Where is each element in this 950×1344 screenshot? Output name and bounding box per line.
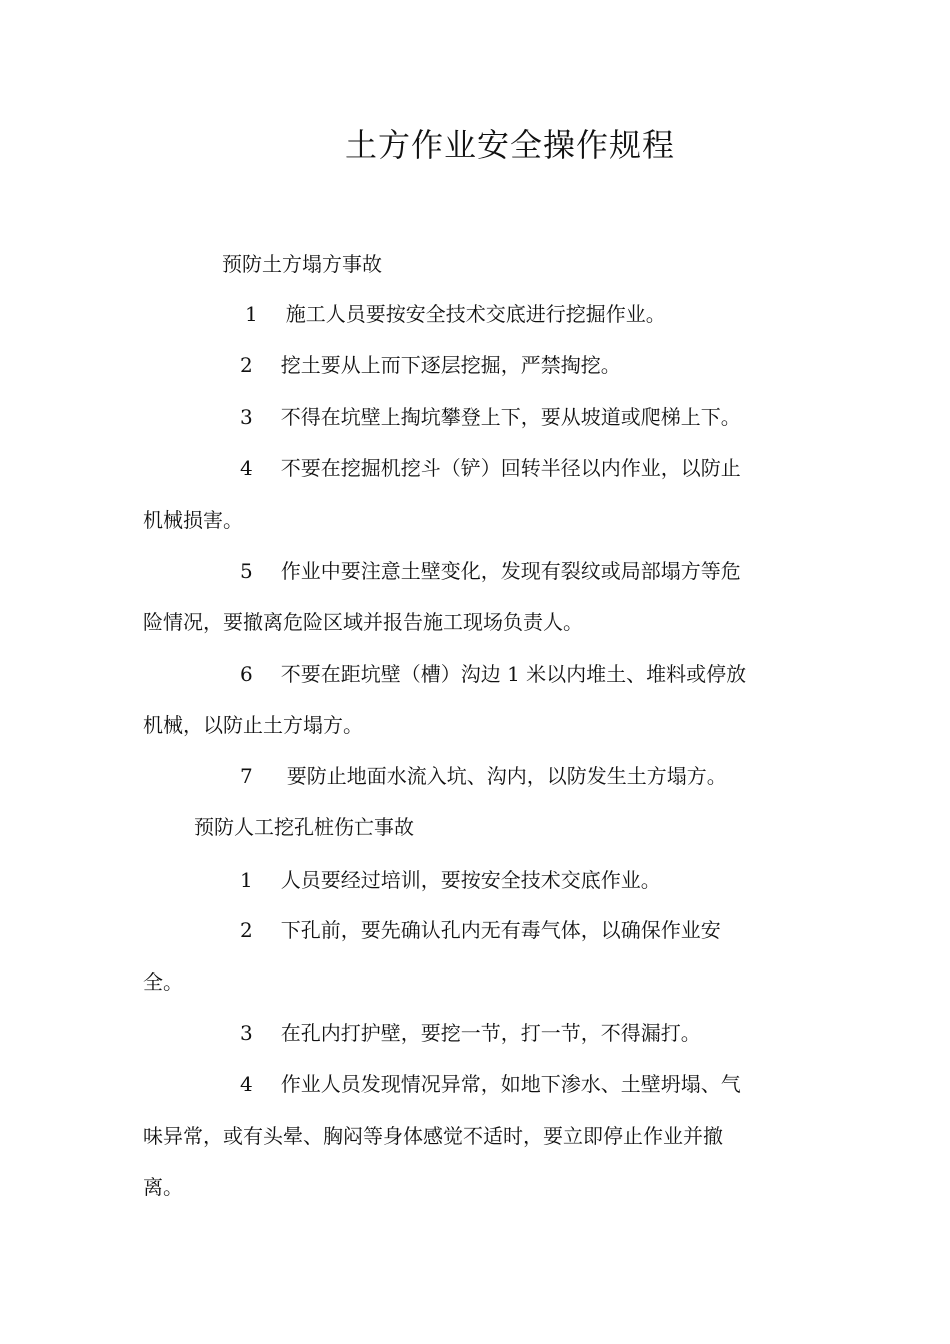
list-item: [240, 866, 661, 894]
item-text: 挖土要从上而下逐层挖掘，严禁掏挖。: [280, 353, 621, 377]
list-item: [240, 403, 741, 431]
item-number: 1: [240, 868, 253, 892]
list-item: [245, 300, 666, 328]
item-continuation: 全。: [143, 970, 183, 994]
list-item: [240, 454, 741, 482]
item-continuation: 险情况，要撤离危险区域并报告施工现场负责人。: [143, 610, 583, 634]
list-item: [240, 762, 727, 790]
list-item: [240, 557, 741, 585]
page-title: 土方作业安全操作规程: [344, 126, 675, 164]
item-number: 2: [240, 353, 253, 377]
item-number: 4: [240, 1072, 253, 1096]
item-continuation: 机械，以防止土方塌方。: [143, 713, 363, 737]
item-text: 不要在挖掘机挖斗（铲）回转半径以内作业，以防止: [280, 456, 741, 480]
item-text: 要防止地面水流入坑、沟内，以防发生土方塌方。: [286, 764, 727, 788]
item-text: 不得在坑壁上掏坑攀登上下，要从坡道或爬梯上下。: [280, 405, 741, 429]
item-text: 作业人员发现情况异常，如地下渗水、土壁坍塌、气: [280, 1072, 741, 1096]
list-item: [240, 1070, 741, 1098]
item-text: 施工人员要按安全技术交底进行挖掘作业。: [285, 302, 666, 326]
item-number: 4: [240, 456, 253, 480]
section-heading-collapse: 预防土方塌方事故: [222, 252, 382, 276]
item-number: 2: [240, 918, 253, 942]
item-text: 在孔内打护壁，要挖一节，打一节，不得漏打。: [280, 1021, 701, 1045]
item-text: 下孔前，要先确认孔内无有毒气体，以确保作业安: [280, 918, 721, 942]
item-number: 1: [245, 302, 258, 326]
item-text: 人员要经过培训，要按安全技术交底作业。: [280, 868, 661, 892]
item-continuation: 机械损害。: [143, 508, 243, 532]
item-text: 作业中要注意土壁变化，发现有裂纹或局部塌方等危: [280, 559, 741, 583]
item-number: 7: [240, 764, 253, 788]
list-item: [240, 351, 621, 379]
list-item: [240, 916, 721, 944]
item-text: 不要在距坑壁（槽）沟边 1 米以内堆土、堆料或停放: [280, 662, 747, 686]
item-number: 6: [240, 662, 253, 686]
item-number: 3: [240, 1021, 253, 1045]
item-continuation: 味异常，或有头晕、胸闷等身体感觉不适时，要立即停止作业并撤: [143, 1124, 723, 1148]
section-heading-pile: 预防人工挖孔桩伤亡事故: [194, 815, 414, 839]
item-continuation: 离。: [143, 1175, 183, 1199]
item-number: 5: [240, 559, 253, 583]
item-number: 3: [240, 405, 253, 429]
list-item: [240, 660, 746, 688]
list-item: [240, 1019, 701, 1047]
